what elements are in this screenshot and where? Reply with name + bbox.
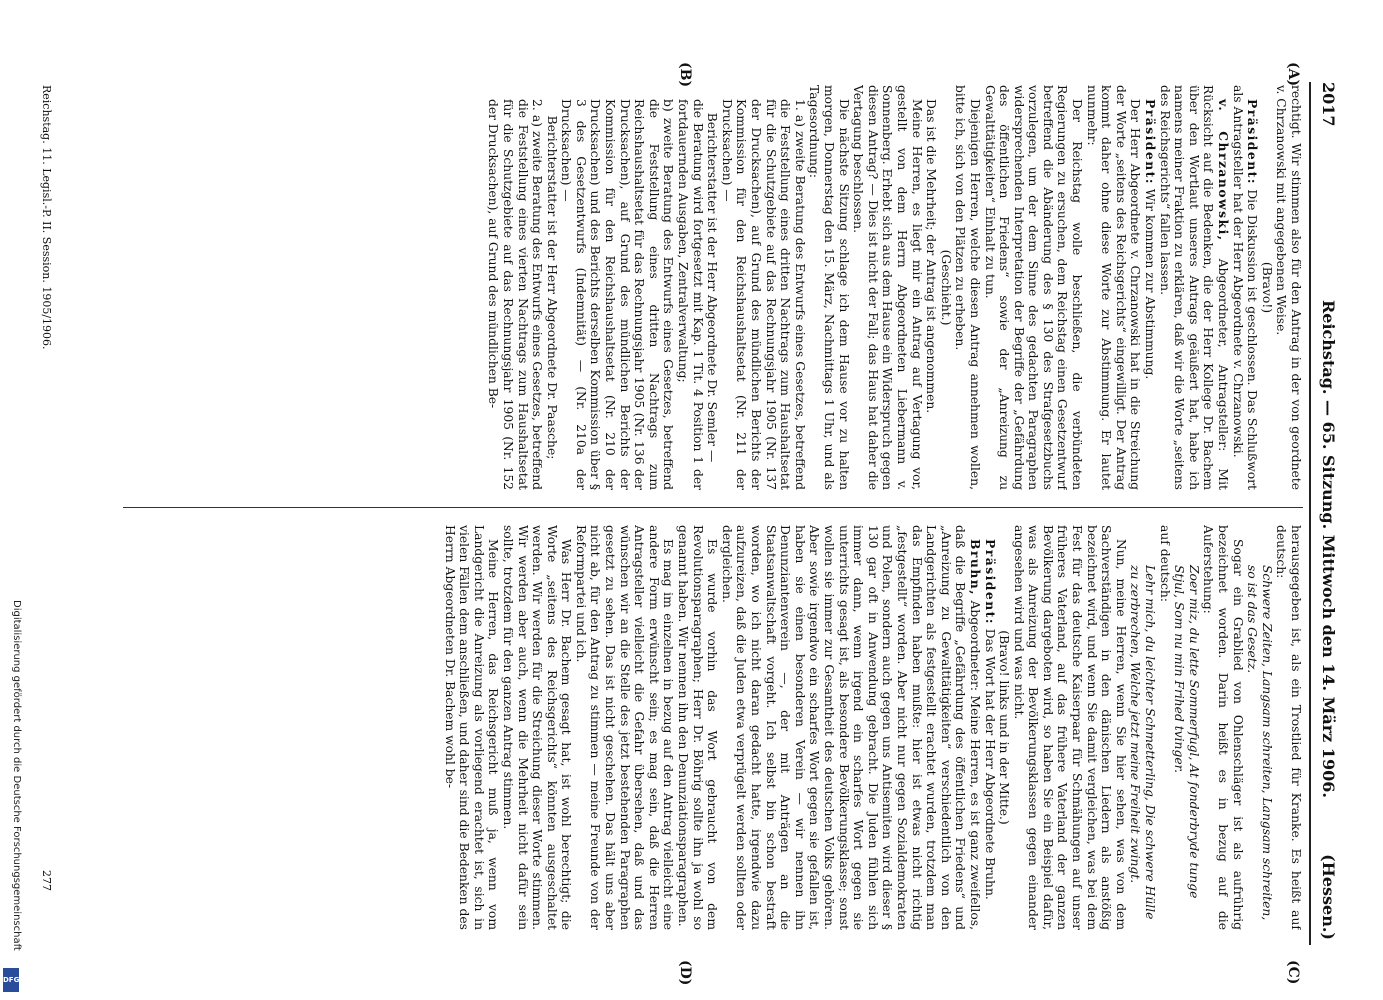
paragraph-text: Der Herr Abgeordnete v. Chrzanowski hat in die Streichung der Worte „seitens des Reichsgerichts“ eingewilligt. Der Antrag kommt daher ohne diese Worte zur Abstimmung. Er lautet nunmehr:: [1084, 85, 1143, 490]
paragraph-text: Lehr mich, du leichter Schmetterling, Die schwere Hülle zu zerbrechen, Welche jetzt meine Freiheit zwingt.: [1128, 565, 1158, 920]
paragraph: [1157, 525, 1172, 930]
paragraph-text: Abgeordneter, Antragsteller: Mit Rücksicht auf die Bedenken, die der Herr Kollege Dr. Bachem über den Wortlaut unseres Antrags geäußert hat, habe ich namens meiner Fraktion zu erklären, daß wir die Worte „seitens des Reichsgerichts“ fallen lassen.: [1157, 85, 1231, 490]
paragraph: [938, 85, 953, 490]
paragraph-text: Das ist die Mehrheit; der Antrag ist angenommen.: [924, 99, 939, 414]
text-column-right: [53, 525, 1303, 930]
paragraph-text: Meine Herren, das Reichsgericht muß ja, wenn vom Landgericht die Anreizung als vorliegend erachtet ist, sich in vielen Fällen dem anschließen, und daher sind die Bedenken des Herrn Abgeordneten Dr. Bachem wohl be-: [442, 525, 501, 930]
paragraph: [982, 525, 997, 930]
paragraph-text: Diejenigen Herren, welche diesen Antrag annehmen wollen, bitte ich, sich von den Plätzen zu erheben.: [953, 85, 982, 490]
paragraph-text: Berichterstatter ist der Herr Abgeordnete Dr. Paasche;: [544, 115, 559, 460]
page-header-title: Reichstag. — 65. Sitzung. Mittwoch den 14. März 1906.: [1319, 300, 1338, 798]
paragraph: [500, 525, 573, 930]
paragraph: [1084, 85, 1142, 490]
paragraph-text: Das Wort hat der Herr Abgeordnete Bruhn.: [982, 628, 997, 900]
paragraph-text: (Bravo! links und in der Mitte.): [997, 630, 1012, 825]
paragraph: [1011, 525, 1128, 930]
dfg-logo-icon: DFG: [3, 968, 19, 992]
paragraph: [544, 85, 559, 490]
speaker-name: Bruhn,: [967, 539, 983, 596]
paragraph: [1172, 525, 1201, 930]
paragraph-text: Berichterstatter ist der Herr Abgeordnete Dr. Semler —: [705, 112, 720, 463]
section-label: (Hessen.): [1319, 854, 1338, 940]
paragraph: [851, 85, 924, 490]
paragraph: [486, 85, 544, 490]
footer-sheet-number: 277: [40, 870, 53, 891]
paragraph-text: Abgeordneter: Meine Herren, es ist ganz zweifellos, daß die Begriffe „Gefährdung des öffentlichen Friedens“ und „Anreizung zu Gewalttätigkeiten“ verschiedentlich von den Landgerichten als festgestellt erachtet wurden, trotzdem man das Empfinden haben mußte: hier ist etwas nicht richtig „festgestellt“ worden. Aber nicht nur gegen Sozialdemokraten und Polen, sondern auch gegen uns Antisemiten wird dieser § 130 gar oft in Anwendung gebracht. Die Juden fühlen sich immer dann, wenn irgend ein scharfes Wort gegen sie unterrichts gesagt ist, als besondere Bevölkerungsklasse; sonst wollen sie immer zur Gesamtheit des deutschen Volks gehören. Aber sowie irgendwo ein scharfes Wort gegen sie gefallen ist, haben sie einen besonderen Verein — wir nennen ihn Denunziantenverein —, der mit Anträgen an die Staatsanwaltschaft vorgeht. Ich selbst bin schon bestraft worden, wo ich nicht daran gedacht hatte, irgendwie dazu aufzureizen, daß die Juden etwa verprügelt werden sollten oder dergleichen.: [719, 525, 982, 930]
paragraph-text: b) zweite Beratung des Entwurfs eines Gesetzes, betreffend die Feststellung eines dritten Nachtrags zum Reichshaushaltsetat für das Rechnungsjahr 1905 (Nr. 136 der Drucksachen), auf Grund des mündlichen Berichts der Kommission für den Reichshaushaltsetat (Nr. 210 der Drucksachen) und des Berichts derselben Kommission über § 3 des Gesetzentwurfs (Indemnität) — (Nr. 210a der Drucksachen) —: [559, 99, 676, 490]
margin-letter-a: (A): [1285, 62, 1301, 87]
paragraph-text: Was Herr Dr. Bachem gesagt hat, ist wohl berechtigt; die Worte „seitens des Reichsgerichts“ könnten ausgeschaltet werden. Wir werden für die Streichung dieser Worte stimmen. Wir werden aber auch, wenn die Mehrheit nicht dafür sein sollte, trotzdem für den ganzen Antrag stimmen.: [500, 525, 574, 930]
header-rule: [1309, 82, 1311, 945]
paragraph: [924, 85, 939, 490]
paragraph-text: Der Reichstag wolle beschließen, die verbündeten Regierungen zu ersuchen, dem Reichstag einen Gesetzentwurf betreffend die Abänderung des § 130 des Strafgesetzbuchs vorzulegen, um der dem Sinne des gedachten Paragraphen widersprechenden Interpretation der Begriffe der „Gefährdung des öffentlichen Friedens“ sowie der „Anreizung zu Gewalttätigkeiten“ Einhalt zu tun.: [982, 85, 1085, 490]
paragraph-text: Zoer miz, du lette Sommerfugl, At fonderbryde tunge Stjul, Som nu min Frihed tvinger.: [1172, 565, 1201, 899]
paragraph: [559, 85, 676, 490]
column-divider: [123, 507, 1303, 508]
speaker-name: v. Chrzanowski,: [1216, 99, 1232, 242]
paragraph: [573, 525, 675, 930]
paragraph: [719, 85, 807, 490]
paragraph-text: (Geschieht.): [938, 249, 953, 326]
paragraph-text: Die Diskussion ist geschlossen. Das Schlußwort als Antragsteller hat der Herr Abgeordnete v. Chrzanowski.: [1230, 85, 1260, 490]
paragraph: [1274, 525, 1303, 930]
paragraph-text: Nun, meine Herren, wenn Sie hier sehen, was von dem Sachverständigen in den dänischen Liedern als anstößig bezeichnet wird, und wenn Sie damit vergleichen, was bei dem Fest für das deutsche Kaiserpaar für Schmähungen auf unser früheres Vaterland, auf das frühere Vaterland der ganzen Bevölkerung dargeboten wird, so haben Sie ein Beispiel dafür, was als Anreizung der Bevölkerungsklassen gegen einander angesehen wird und was nicht.: [1011, 525, 1128, 930]
margin-letter-c: (C): [1285, 960, 1301, 985]
paragraph-text: Es wurde vorhin das Wort gebraucht von dem Revolutionsparagraphen; Herr Dr. Böhrig sollte ihn ja wohl so genannt haben. Wir nennen ihn den Denunziationsparagraphen.: [676, 525, 720, 930]
paragraph: [982, 85, 1084, 490]
paragraph-text: Wir kommen zur Abstimmung.: [1143, 188, 1158, 380]
margin-letter-b: (B): [677, 62, 693, 88]
paragraph-text: 2. a) zweite Beratung des Entwurfs eines Gesetzes, betreffend die Feststellung eines vierten Nachtrags zum Haushaltsetat für die Schutzgebiete auf das Rechnungsjahr 1905 (Nr. 152 der Drucksachen), auf Grund des mündlichen Be-: [486, 99, 545, 490]
paragraph: [1157, 85, 1230, 490]
paragraph: [1142, 85, 1157, 490]
paragraph-text: die Beratung wird fortgesetzt mit Kap. 1 Tit. 4 Position 1 der fortdauernden Ausgaben, Zentralverwaltung;: [676, 99, 705, 490]
paragraph: [1274, 85, 1303, 490]
speaker-name: Präsident:: [1143, 99, 1159, 185]
paragraph: [675, 525, 719, 930]
paragraph-text: auf deutsch:: [1157, 525, 1172, 602]
paragraph-text: Meine Herren, es liegt mir ein Antrag auf Vertagung vor, gestellt von dem Herrn Abgeordneten Liebermann v. Sonnenberg. Erhebt sich aus dem Hause ein Widerspruch gegen diesen Antrag? — Dies ist nicht der Fall; das Haus hat daher die Vertagung beschlossen.: [851, 85, 924, 490]
paragraph: [807, 85, 851, 490]
speaker-name: Präsident:: [982, 539, 998, 625]
footer-session: Reichstag. 11. Legisl.-P. II. Session. 1905/1906.: [40, 85, 53, 350]
paragraph: [442, 525, 500, 930]
paragraph: [953, 85, 982, 490]
paragraph: [675, 85, 704, 490]
paragraph: [997, 525, 1012, 930]
paragraph-text: Sogar ein Grablied von Ohlenschläger ist als aufrührig bezeichnet worden. Darin heißt es in bezug auf die Auferstehung:: [1201, 525, 1245, 930]
attribution-strip: [0, 0, 22, 1000]
paragraph-text: herausgegeben ist, als ein Trostlied für Kranke. Es heißt auf deutsch:: [1274, 525, 1303, 930]
paragraph-text: rechtigt. Wir stimmen also für den Antrag in der von geordnete v. Chrzanowski mit angegebenen Weise.: [1274, 85, 1303, 490]
paragraph: [1245, 525, 1274, 930]
paragraph: [705, 85, 720, 490]
page-number: 2017: [1319, 82, 1338, 127]
paragraph: [1230, 85, 1259, 490]
text-column-left: [53, 85, 1303, 490]
attribution-text: Digitalisierung gefördert durch die Deutsche Forschungsgemeinschaft: [11, 600, 22, 951]
paragraph-text: (Bravo!): [1259, 261, 1274, 314]
paragraph: [1201, 525, 1245, 930]
paragraph-text: 1. a) zweite Beratung des Entwurfs eines Gesetzes, betreffend die Feststellung eines dritten Nachtrags zum Haushaltsetat für die Schutzgebiete auf das Rechnungsjahr 1905 (Nr. 137 der Drucksachen), auf Grund des mündlichen Berichts der Kommission für den Reichshaushaltsetat (Nr. 211 der Drucksachen) —: [719, 99, 807, 490]
paragraph-text: Die nächste Sitzung schlage ich dem Hause vor zu halten morgen, Donnerstag den 15. März, Nachmittags 1 Uhr, und als Tagesordnung:: [807, 85, 851, 490]
paragraph-text: Es mag im einzelnen in bezug auf den Antrag vielleicht eine andere Form erwünscht sein; es mag sein, daß die Herren Antragsteller vielleicht die Gefahr übersehen, daß und das wünschen wir an die Stelle des jetzt bestehenden Paragraphen gesetzt zu sehen. Das ist nicht geschehen. Das hält uns aber nicht ab, für den Antrag zu stimmen — meine Freunde von der Reformpartei und ich.: [573, 525, 676, 930]
paragraph: [1128, 525, 1157, 930]
paragraph-text: Schwere Zeiten, Langsam schreiten, Langsam schreiten, so ist das Gesetz.: [1245, 565, 1274, 921]
margin-letter-d: (D): [677, 960, 693, 986]
speaker-name: Präsident:: [1245, 99, 1261, 185]
paragraph: [1259, 85, 1274, 490]
paragraph: [719, 525, 982, 930]
